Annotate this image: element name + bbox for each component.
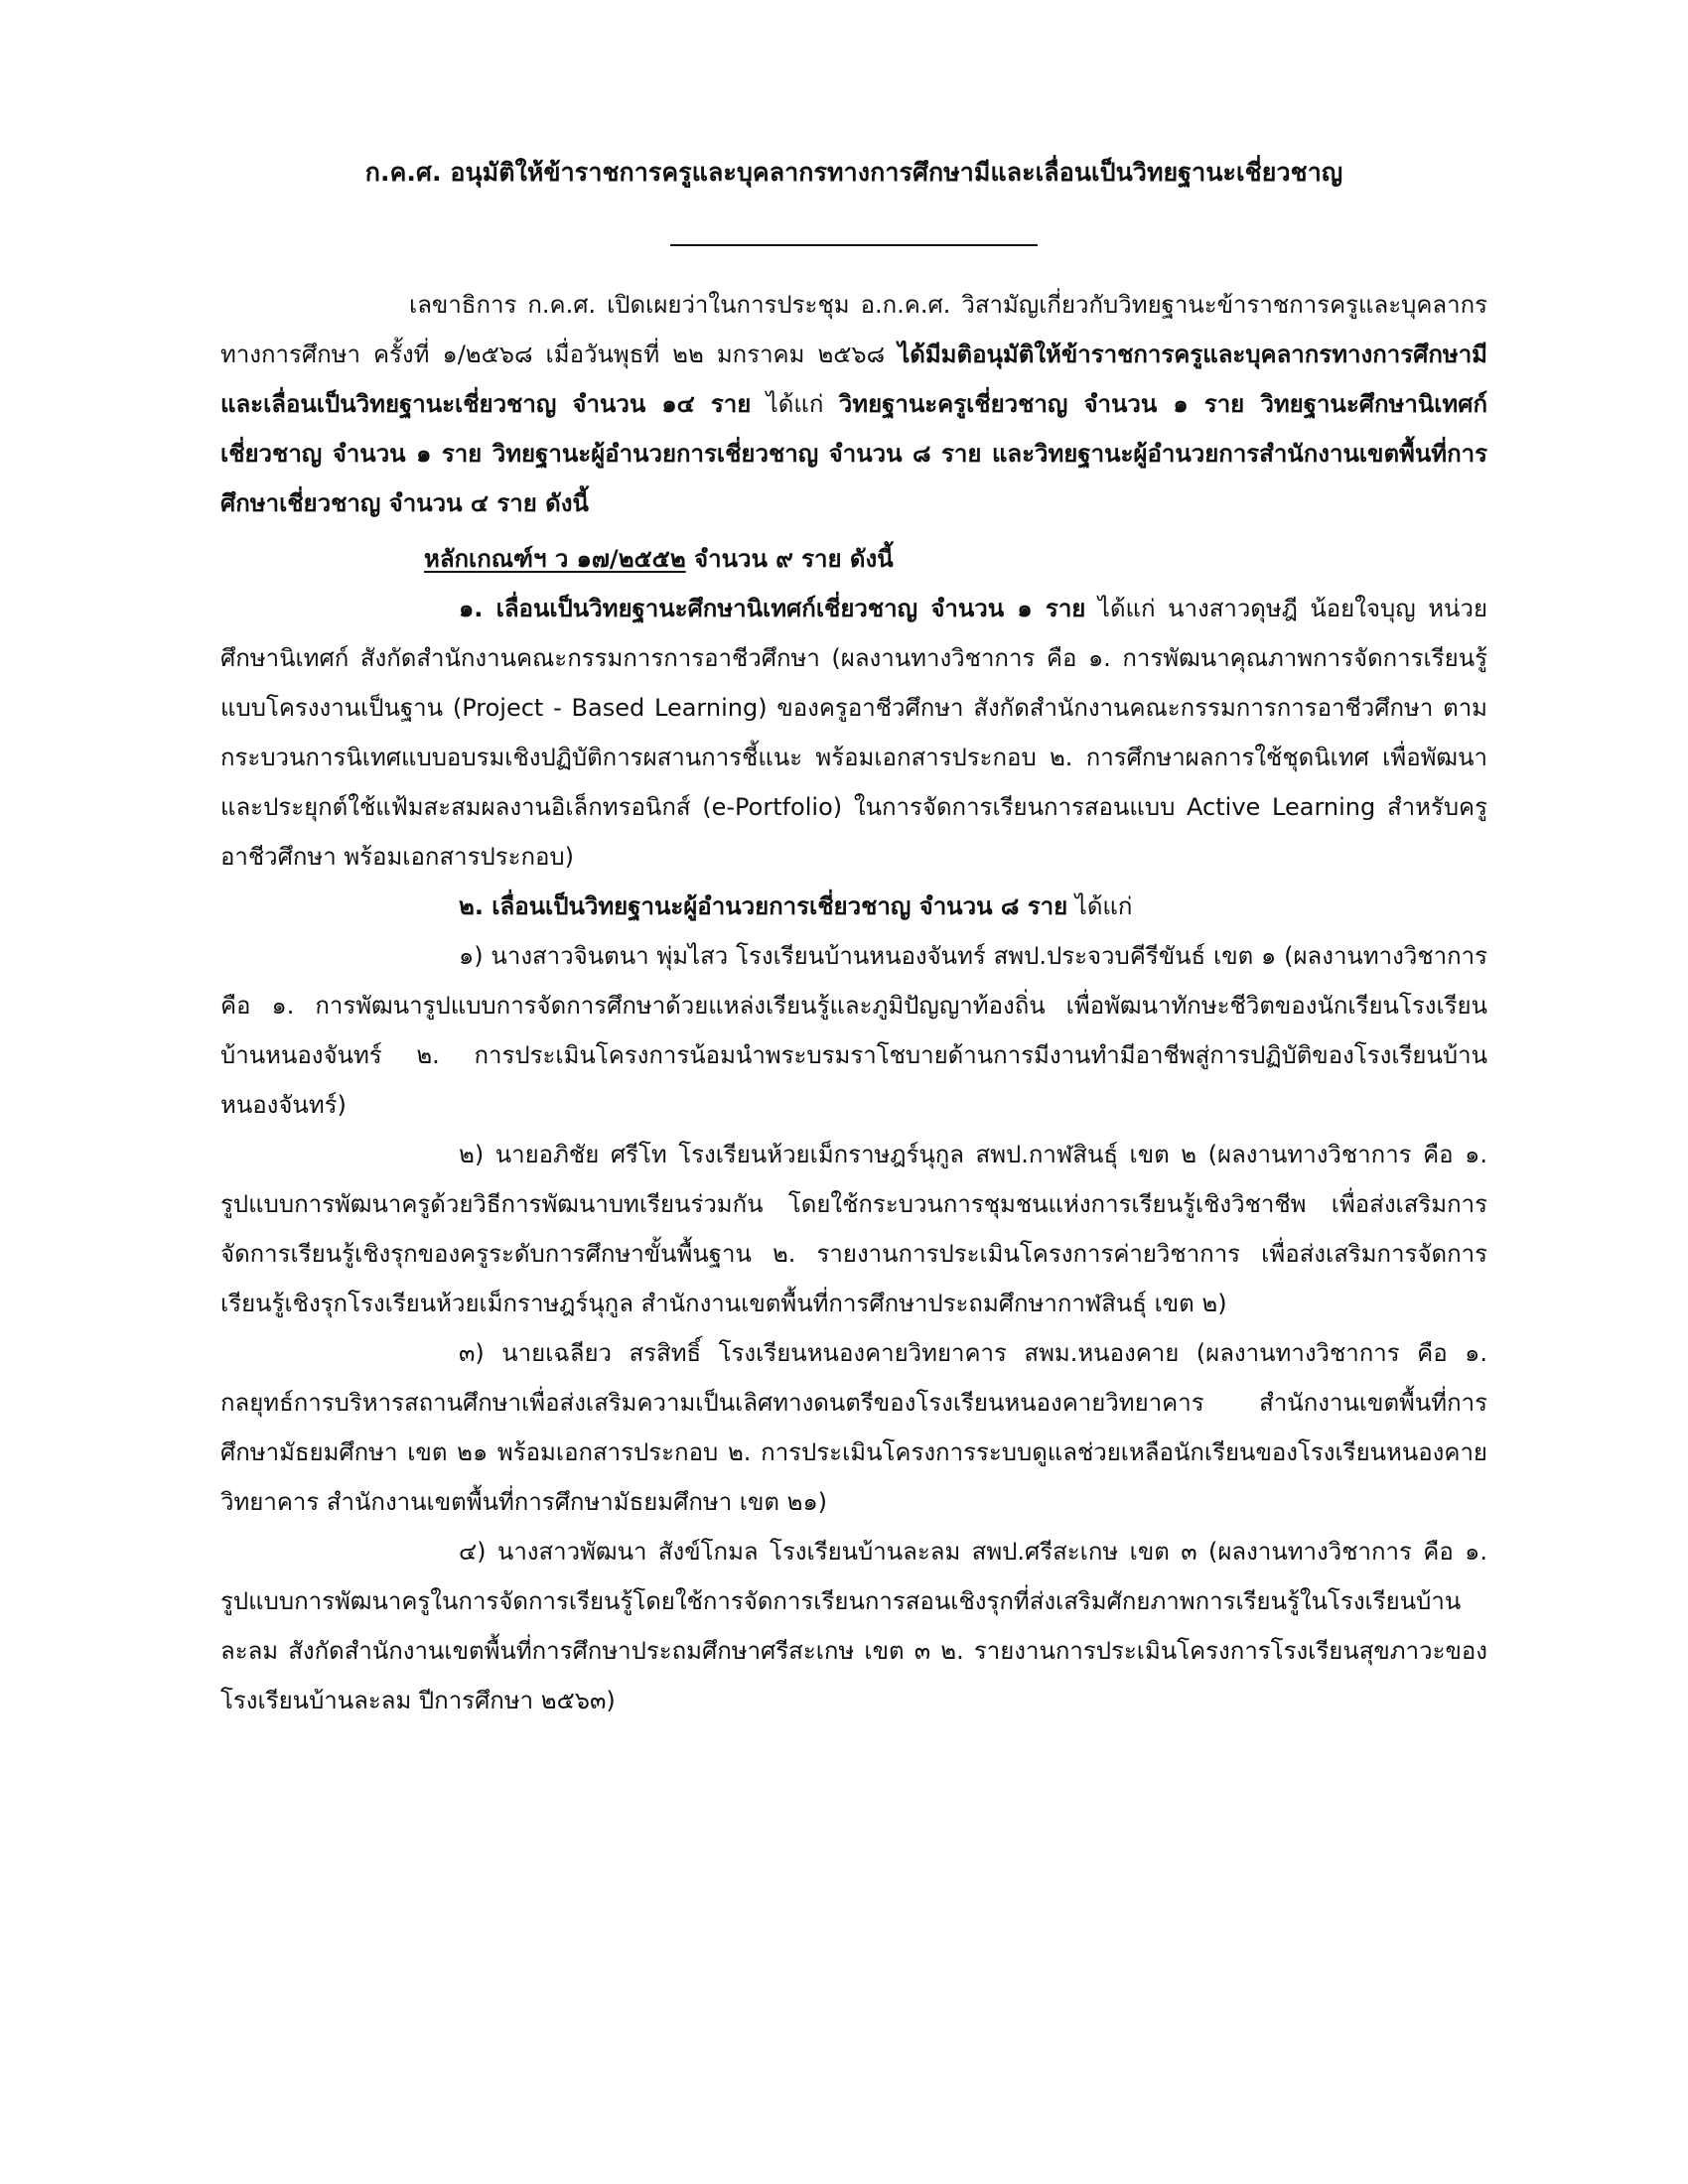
section-2-text: ได้แก่ [1067,892,1133,920]
list-item: ๔) นางสาวพัฒนา สังข์โกมล โรงเรียนบ้านละลม สพป.ศรีสะเกษ เขต ๓ (ผลงานทางวิชาการ คือ ๑. รูปแบบการพัฒนาครูในการจัดการเรียนรู้โดยใช้การจัดการเรียนการสอนเชิงรุกที่ส่งเสริมศักยภาพการเรียนรู้ในโรงเรียนบ้านละลม สังกัดสำนักงานเขตพื้นที่การศึกษาประถมศึกษาศรีสะเกษ เขต ๓ ๒. รายงานการประเมินโครงการโรงเรียนสุขภาวะของโรงเรียนบ้านละลม ปีการศึกษา ๒๕๖๓) [220,1538,1487,1714]
document-page [220,139,1487,1725]
section-2-heading: ๒. เลื่อนเป็นวิทยฐานะผู้อำนวยการเชี่ยวชาญ จำนวน ๘ ราย [459,892,1068,920]
intro-paragraph [220,280,1487,528]
section-2-paragraph [220,882,1487,931]
list-item: ๑) นางสาวจินตนา พุ่มไสว โรงเรียนบ้านหนองจันทร์ สพป.ประจวบคีรีขันธ์ เขต ๑ (ผลงานทางวิชาการ คือ ๑. การพัฒนารูปแบบการจัดการศึกษาด้วยแหล่งเรียนรู้และภูมิปัญญาท้องถิ่น เพื่อพัฒนาทักษะชีวิตของนักเรียนโรงเรียนบ้านหนองจันทร์ ๒. การประเมินโครงการน้อมนำพระบรมราโชบายด้านการมีงานทำมีอาชีพสู่การปฏิบัติของโรงเรียนบ้านหนองจันทร์) [220,942,1487,1119]
criteria-heading-underlined: หลักเกณฑ์ฯ ว ๑๗/๒๕๕๒ [424,545,686,573]
list-item: ๒) นายอภิชัย ศรีโท โรงเรียนห้วยเม็กราษฎร์นุกูล สพป.กาฬสินธุ์ เขต ๒ (ผลงานทางวิชาการ คือ ๑. รูปแบบการพัฒนาครูด้วยวิธีการพัฒนาบทเรียนร่วมกัน โดยใช้กระบวนการชุมชนแห่งการเรียนรู้เชิงวิชาชีพ เพื่อส่งเสริมการจัดการเรียนรู้เชิงรุกของครูระดับการศึกษาขั้นพื้นฐาน ๒. รายงานการประเมินโครงการค่ายวิชาการ เพื่อส่งเสริมการจัดการเรียนรู้เชิงรุกโรงเรียนห้วยเม็กราษฎร์นุกูล สำนักงานเขตพื้นที่การศึกษาประถมศึกษากาฬสินธุ์ เขต ๒) [220,1141,1487,1317]
section-1-paragraph [220,584,1487,882]
page-title: ก.ค.ศ. อนุมัติให้ข้าราชการครูและบุคลากรทางการศึกษามีและเลื่อนเป็นวิทยฐานะเชี่ยวชาญ [364,158,1343,187]
criteria-heading [220,534,1487,584]
intro-text-1: เลขาธิการ ก.ค.ศ. เปิดเผยว่าในการประชุม อ.ก.ค.ศ. วิสามัญเกี่ยวกับวิทยฐานะข้าราชการครูและบุคลากรทางการศึกษา ครั้งที่ ๑/๒๕๖๘ เมื่อวันพุธที่ ๒๒ มกราคม ๒๕๖๘ [220,291,1487,368]
intro-bold-1: ได้มีมติอนุมัติให้ข้าราชการครูและบุคลากรทางการศึกษามีและเลื่อนเป็นวิทยฐานะเชี่ยวชาญ จำนวน ๑๔ ราย [220,341,1487,418]
intro-bold-2: วิทยฐานะครูเชี่ยวชาญ จำนวน ๑ ราย วิทยฐานะศึกษานิเทศก์เชี่ยวชาญ จำนวน ๑ ราย วิทยฐานะผู้อำนวยการเชี่ยวชาญ จำนวน ๘ ราย และวิทยฐานะผู้อำนวยการสำนักงานเขตพื้นที่การศึกษาเชี่ยวชาญ จำนวน ๔ ราย ดังนี้ [220,390,1487,517]
intro-text-2: ได้แก่ [751,390,839,418]
title-divider [670,244,1038,246]
criteria-heading-rest: จำนวน ๙ ราย ดังนี้ [685,545,894,573]
section-1-heading: ๑. เลื่อนเป็นวิทยฐานะศึกษานิเทศก์เชี่ยวชาญ จำนวน ๑ ราย [459,595,1086,622]
section-1-text: ได้แก่ นางสาวดุษฎี น้อยใจบุญ หน่วยศึกษานิเทศก์ สังกัดสำนักงานคณะกรรมการการอาชีวศึกษา (ผลงานทางวิชาการ คือ ๑. การพัฒนาคุณภาพการจัดการเรียนรู้แบบโครงงานเป็นฐาน (Project - Based Learning) ของครูอาชีวศึกษา สังกัดสำนักงานคณะกรรมการการอาชีวศึกษา ตามกระบวนการนิเทศแบบอบรมเชิงปฏิบัติการผสานการชี้แนะ พร้อมเอกสารประกอบ ๒. การศึกษาผลการใช้ชุดนิเทศ เพื่อพัฒนาและประยุกต์ใช้แฟ้มสะสมผลงานอิเล็กทรอนิกส์ (e-Portfolio) ในการจัดการเรียนการสอนแบบ Active Learning สำหรับครูอาชีวศึกษา พร้อมเอกสารประกอบ) [220,595,1488,871]
list-item: ๓) นายเฉลียว สรสิทธิ์ โรงเรียนหนองคายวิทยาคาร สพม.หนองคาย (ผลงานทางวิชาการ คือ ๑. กลยุทธ์การบริหารสถานศึกษาเพื่อส่งเสริมความเป็นเลิศทางดนตรีของโรงเรียนหนองคายวิทยาคาร สำนักงานเขตพื้นที่การศึกษามัธยมศึกษา เขต ๒๑ พร้อมเอกสารประกอบ ๒. การประเมินโครงการระบบดูแลช่วยเหลือนักเรียนของโรงเรียนหนองคายวิทยาคาร สำนักงานเขตพื้นที่การศึกษามัธยมศึกษา เขต ๒๑) [220,1339,1487,1516]
